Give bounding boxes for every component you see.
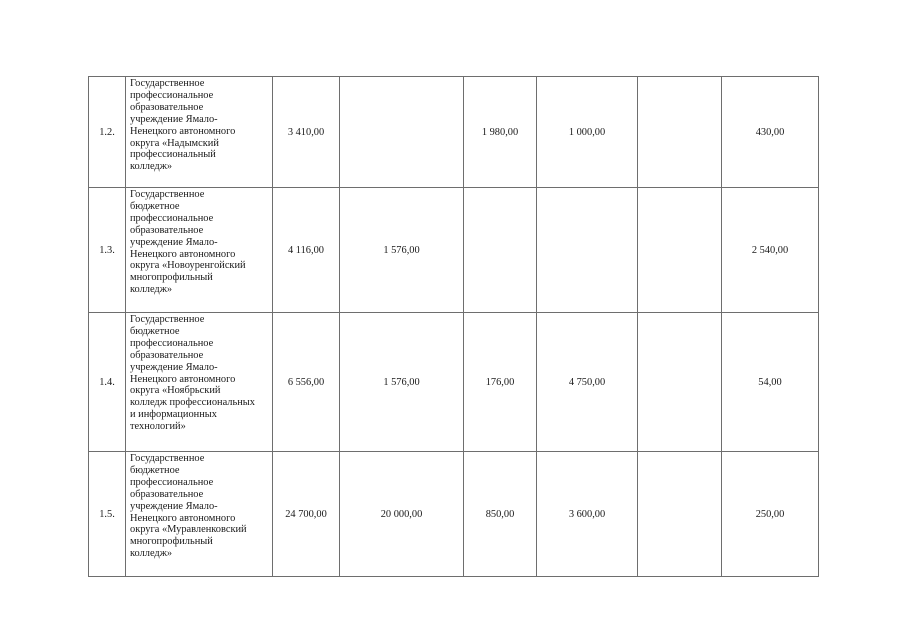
amount-col-3: 176,00 <box>464 313 537 452</box>
institution-cell <box>126 313 273 452</box>
amount-col-6: 2 540,00 <box>722 188 819 313</box>
amount-col-4: 3 600,00 <box>537 452 638 577</box>
amount-col-3 <box>464 188 537 313</box>
amount-col-3: 1 980,00 <box>464 77 537 188</box>
amount-col-5 <box>638 313 722 452</box>
row-number: 1.3. <box>89 188 126 313</box>
amount-col-2: 1 576,00 <box>340 313 464 452</box>
amount-col-2: 1 576,00 <box>340 188 464 313</box>
institution-name: Государственное бюджетное профессиональное образовательное учреждение Ямало- Ненецкого автономного округа «Муравленковский многопрофильный колледж» <box>130 453 247 560</box>
amount-col-4: 1 000,00 <box>537 77 638 188</box>
row-number: 1.5. <box>89 452 126 577</box>
amount-col-6: 430,00 <box>722 77 819 188</box>
table-row <box>89 313 819 452</box>
row-number: 1.2. <box>89 77 126 188</box>
total-amount: 24 700,00 <box>273 452 340 577</box>
amount-col-2 <box>340 77 464 188</box>
row-number: 1.4. <box>89 313 126 452</box>
amount-col-6: 54,00 <box>722 313 819 452</box>
table-row <box>89 452 819 577</box>
table-row <box>89 77 819 188</box>
total-amount: 3 410,00 <box>273 77 340 188</box>
institution-cell <box>126 452 273 577</box>
institution-name: Государственное профессиональное образовательное учреждение Ямало- Ненецкого автономного округа «Надымский профессиональный колледж» <box>130 78 236 173</box>
amount-col-6: 250,00 <box>722 452 819 577</box>
total-amount: 4 116,00 <box>273 188 340 313</box>
total-amount: 6 556,00 <box>273 313 340 452</box>
institution-name: Государственное бюджетное профессиональное образовательное учреждение Ямало- Ненецкого автономного округа «Новоуренгойский многопрофильный колледж» <box>130 189 246 296</box>
amount-col-5 <box>638 188 722 313</box>
funding-table <box>88 76 819 577</box>
amount-col-3: 850,00 <box>464 452 537 577</box>
institution-cell <box>126 77 273 188</box>
amount-col-4 <box>537 188 638 313</box>
institution-cell <box>126 188 273 313</box>
institution-name: Государственное бюджетное профессиональное образовательное учреждение Ямало- Ненецкого автономного округа «Ноябрьский колледж профессиональных и информационных технологий» <box>130 314 255 433</box>
amount-col-4: 4 750,00 <box>537 313 638 452</box>
amount-col-2: 20 000,00 <box>340 452 464 577</box>
amount-col-5 <box>638 452 722 577</box>
table-row <box>89 188 819 313</box>
amount-col-5 <box>638 77 722 188</box>
